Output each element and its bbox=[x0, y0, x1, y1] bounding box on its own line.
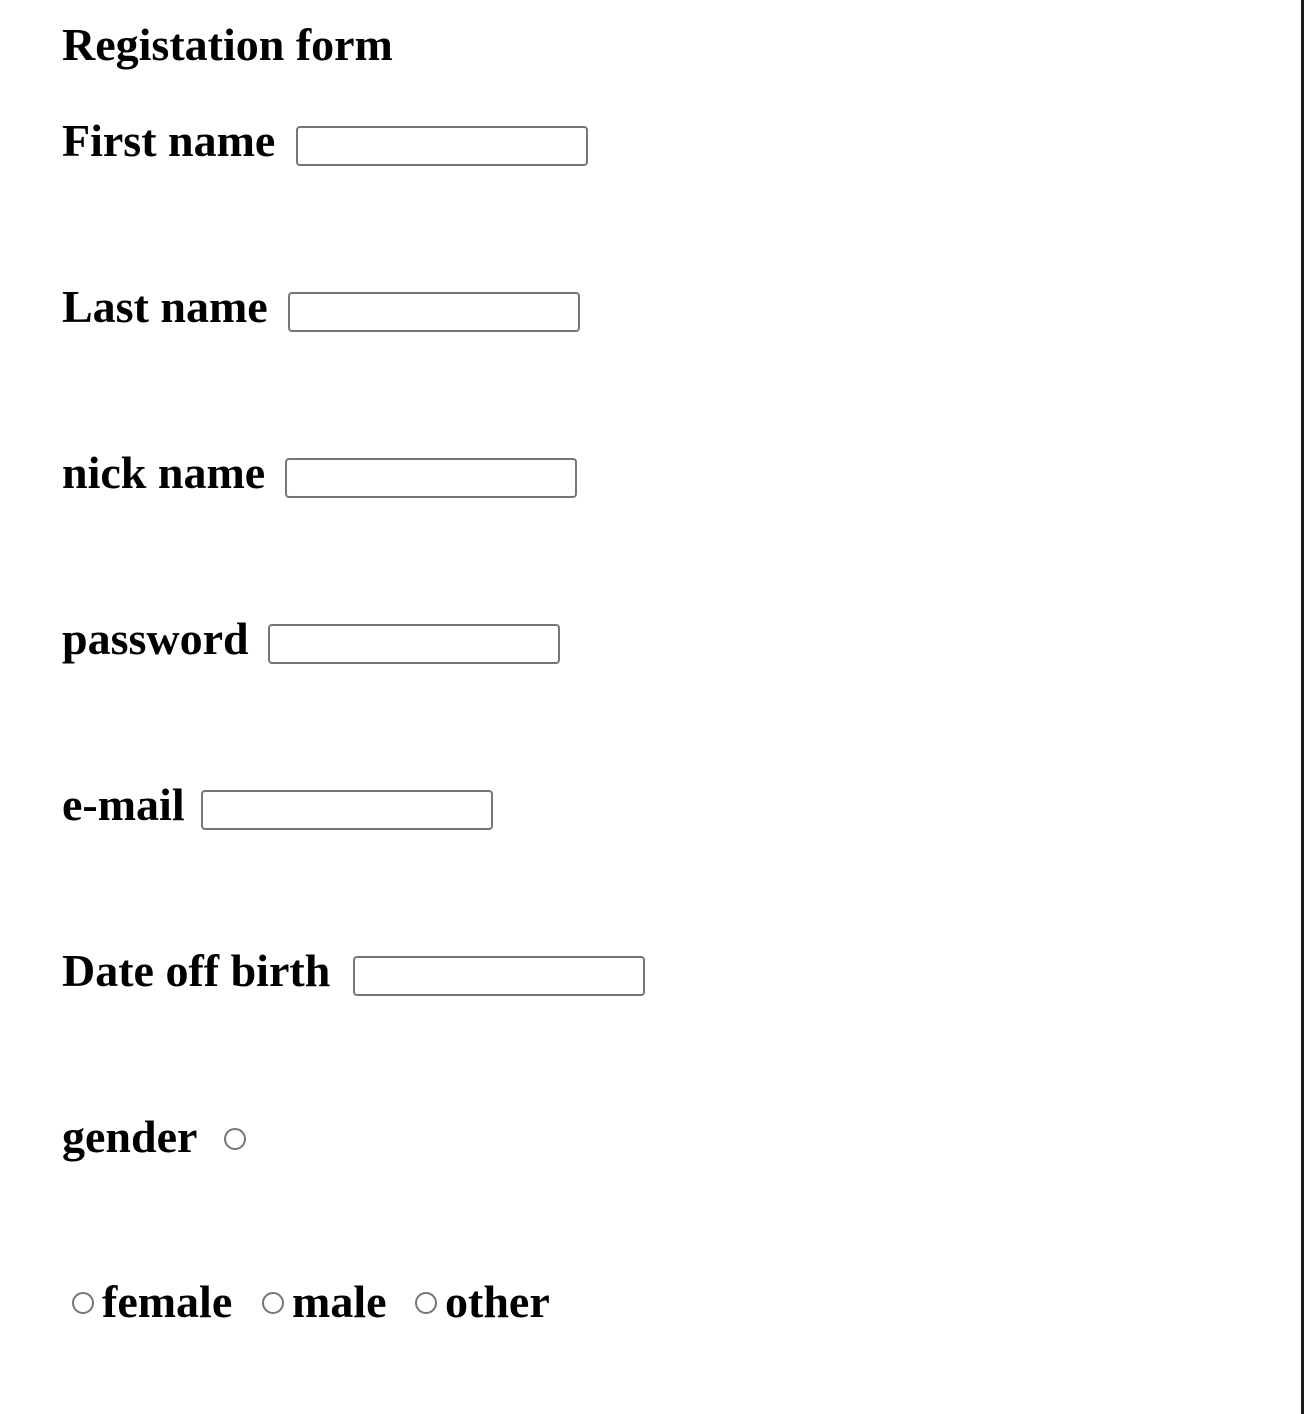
date-of-birth-label: Date off birth bbox=[62, 945, 331, 996]
password-input[interactable] bbox=[268, 624, 560, 664]
email-input[interactable] bbox=[201, 790, 493, 830]
male-radio[interactable] bbox=[262, 1292, 284, 1314]
form-title: Registation form bbox=[62, 19, 393, 70]
last-name-input[interactable] bbox=[288, 292, 580, 332]
first-name-input[interactable] bbox=[296, 126, 588, 166]
gender-label: gender bbox=[62, 1111, 198, 1162]
male-option-label: male bbox=[292, 1276, 387, 1327]
nick-name-label: nick name bbox=[62, 447, 266, 498]
female-option-label: female bbox=[102, 1276, 233, 1327]
nick-name-input[interactable] bbox=[285, 458, 577, 498]
date-of-birth-input[interactable] bbox=[353, 956, 645, 996]
female-radio[interactable] bbox=[72, 1292, 94, 1314]
other-radio[interactable] bbox=[415, 1292, 437, 1314]
first-name-label: First name bbox=[62, 115, 276, 166]
other-option-label: other bbox=[445, 1276, 550, 1327]
last-name-label: Last name bbox=[62, 281, 268, 332]
password-label: password bbox=[62, 613, 249, 664]
gender-radio[interactable] bbox=[224, 1128, 246, 1150]
email-label: e-mail bbox=[62, 779, 185, 830]
